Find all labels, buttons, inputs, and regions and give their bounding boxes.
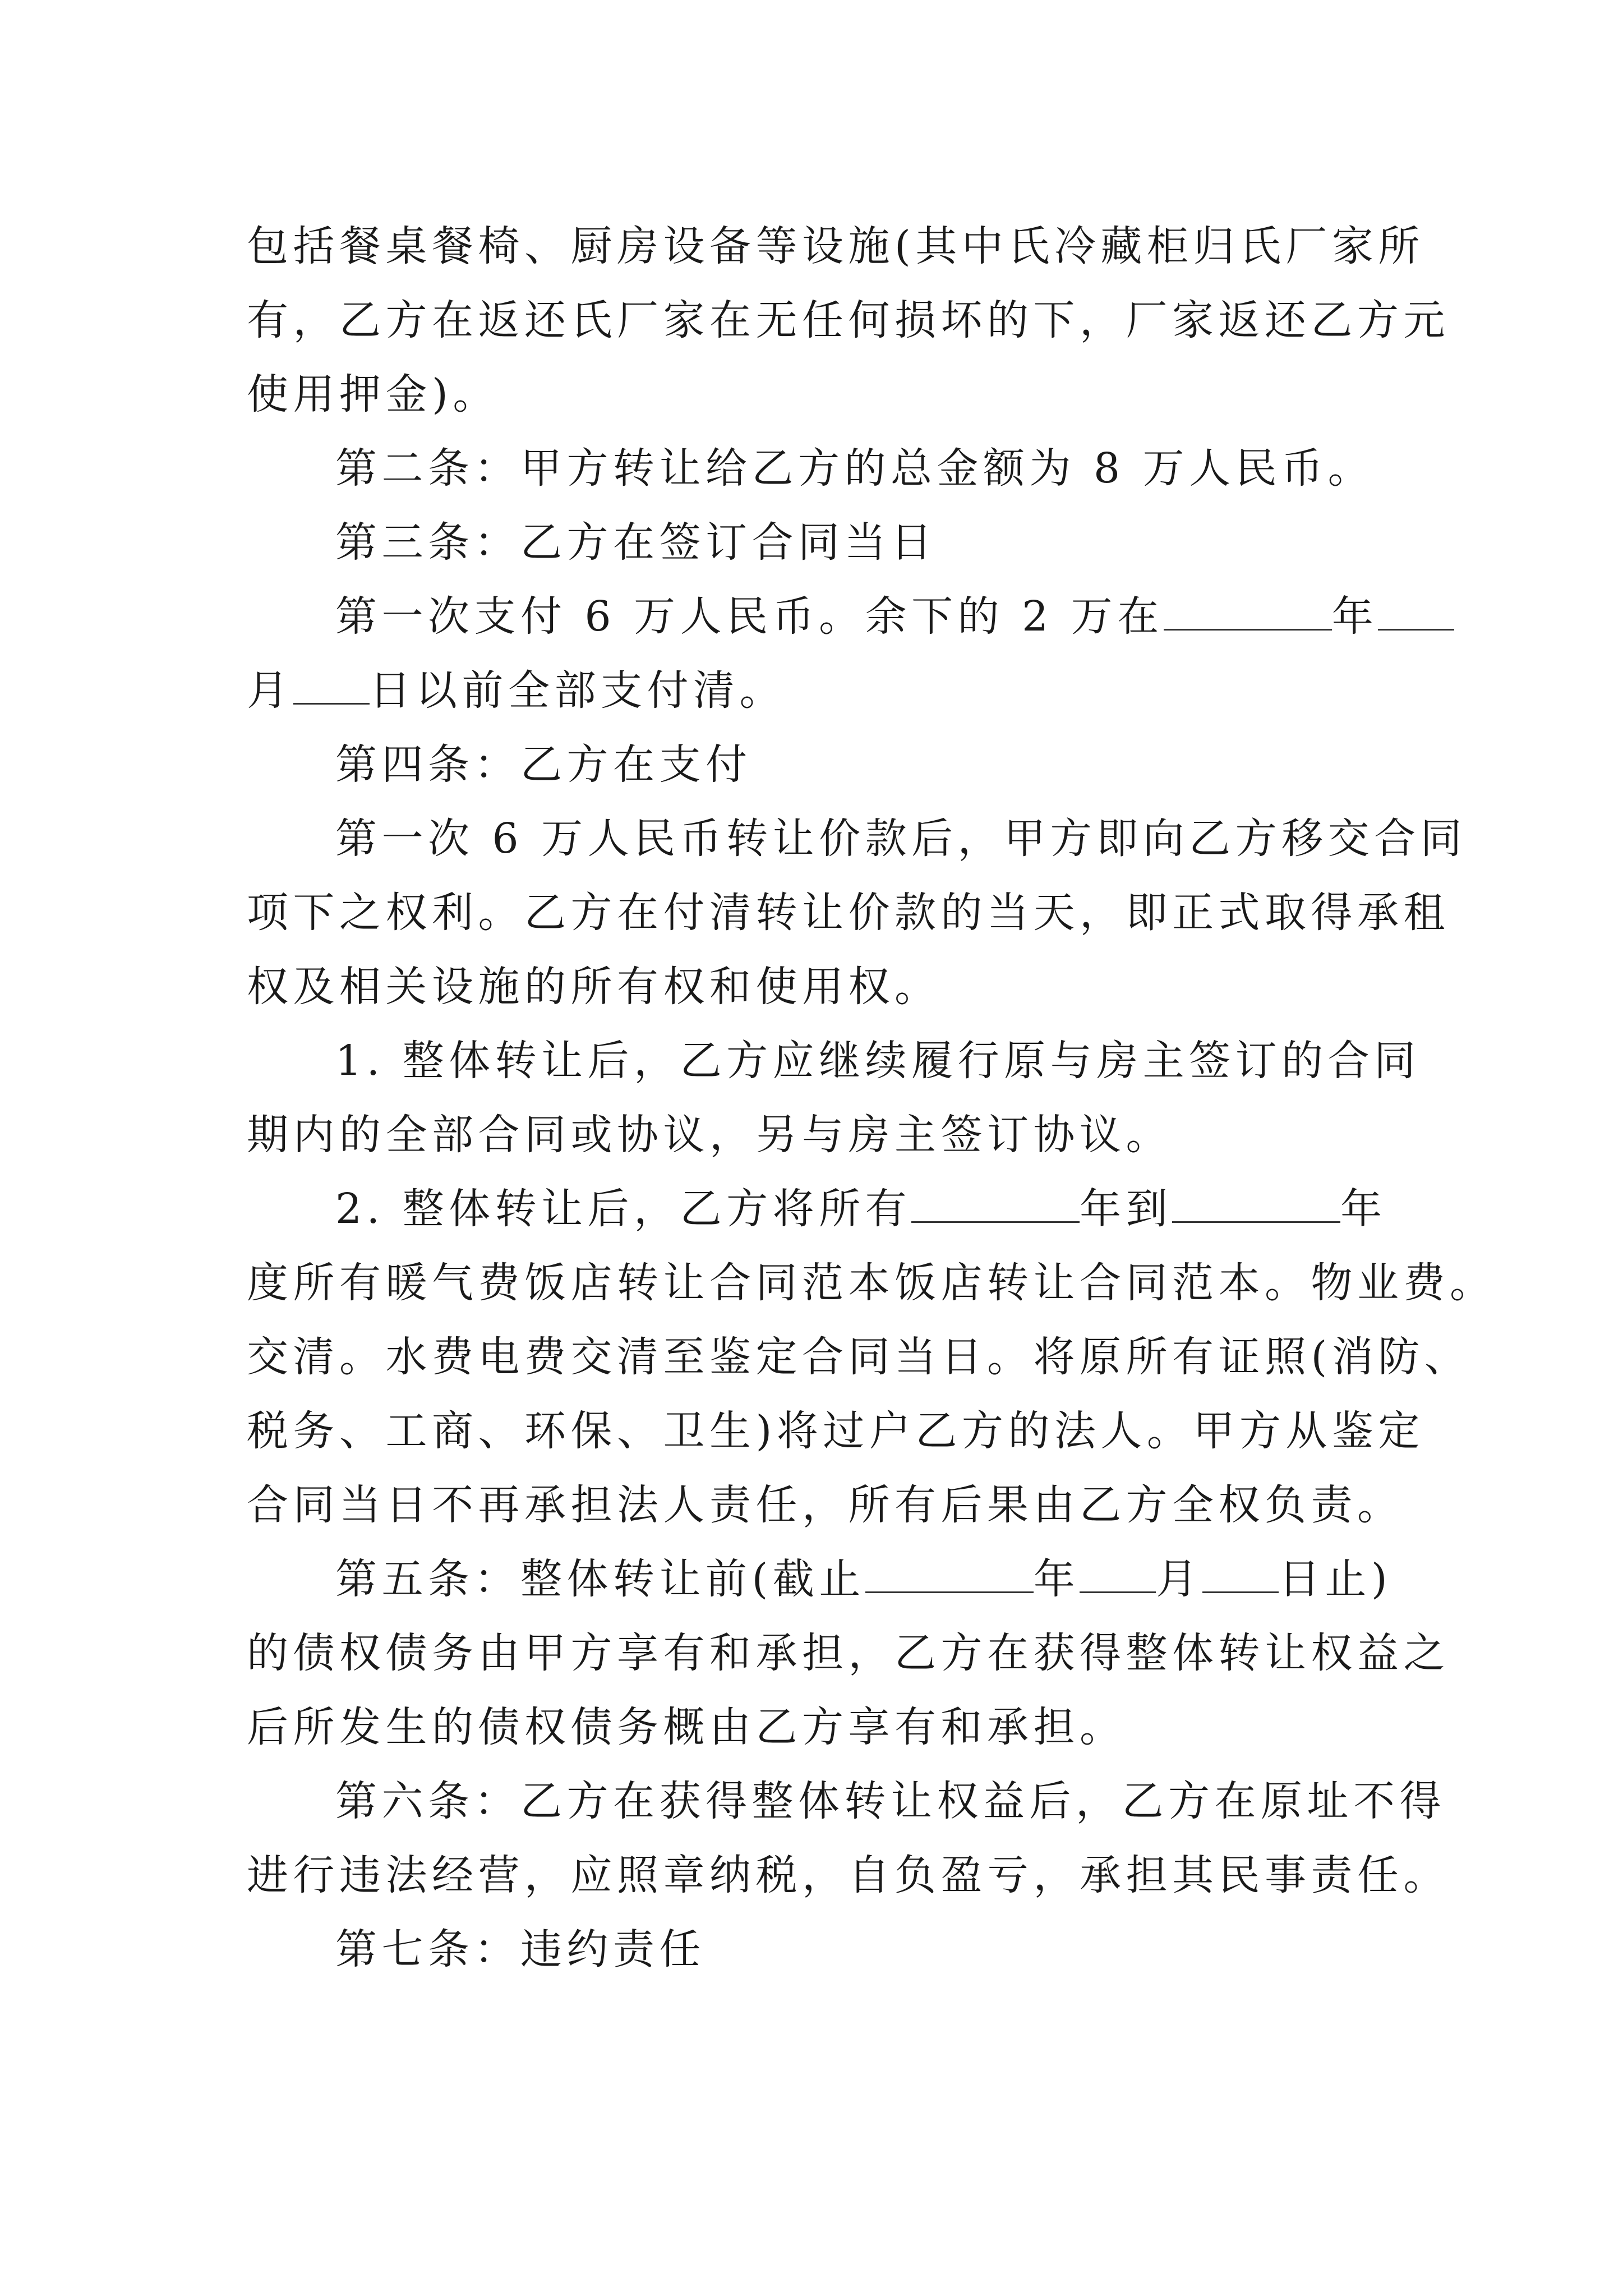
text-segment: 年: [1331, 592, 1378, 641]
clause-4: 第四条：乙方在支付: [335, 740, 752, 789]
clause-5: [335, 1555, 1393, 1603]
payment-line: [335, 592, 1454, 641]
text-line: 交清。水费电费交清至鉴定合同当日。将原所有证照(消防、: [247, 1333, 1471, 1381]
text-line: 包括餐桌餐椅、厨房设备等设施(其中氏冷藏柜归氏厂家所: [247, 222, 1424, 270]
text-segment: 月: [1156, 1555, 1202, 1603]
clause-6: 第六条：乙方在获得整体转让权益后，乙方在原址不得: [335, 1777, 1446, 1825]
year-blank: [1172, 1189, 1340, 1223]
item-2: [335, 1185, 1387, 1233]
text-segment: 日止): [1278, 1555, 1393, 1603]
text-line: 后所发生的债权债务概由乙方享有和承担。: [247, 1703, 1126, 1751]
text-line: 第一次 6 万人民币转让价款后，甲方即向乙方移交合同: [335, 815, 1467, 863]
text-line: 期内的全部合同或协议，另与房主签订协议。: [247, 1111, 1172, 1159]
text-segment: 第五条：整体转让前(截止: [335, 1555, 865, 1603]
month-blank: [1378, 596, 1454, 631]
year-blank: [1164, 596, 1332, 631]
clause-7: 第七条：违约责任: [335, 1925, 706, 1973]
text-segment: 年: [1340, 1185, 1387, 1233]
text-line: 项下之权利。乙方在付清转让价款的当天，即正式取得承租: [247, 889, 1450, 937]
text-line: 度所有暖气费饭店转让合同范本饭店转让合同范本。物业费。: [247, 1259, 1496, 1307]
payment-line-2: [247, 666, 786, 715]
year-blank: [911, 1189, 1080, 1223]
text-line: 进行违法经营，应照章纳税，自负盈亏，承担其民事责任。: [247, 1851, 1450, 1899]
month-blank: [1080, 1559, 1156, 1593]
item-1: 1. 整体转让后，乙方应继续履行原与房主签订的合同: [335, 1037, 1421, 1085]
text-segment: 第一次支付 6 万人民币。余下的 2 万在: [335, 592, 1164, 641]
text-line: 有，乙方在返还氏厂家在无任何损坏的下，厂家返还乙方元: [247, 296, 1450, 344]
year-blank: [865, 1559, 1034, 1593]
text-line: 使用押金)。: [247, 370, 499, 418]
text-segment: 年到: [1080, 1185, 1173, 1233]
text-line: 税务、工商、环保、卫生)将过户乙方的法人。甲方从鉴定: [247, 1407, 1424, 1455]
text-segment: 2. 整体转让后，乙方将所有: [335, 1185, 912, 1233]
text-segment: 年: [1033, 1555, 1080, 1603]
clause-2: 第二条：甲方转让给乙方的总金额为 8 万人民币。: [335, 444, 1375, 493]
day-blank: [293, 670, 370, 705]
text-line: 合同当日不再承担法人责任，所有后果由乙方全权负责。: [247, 1481, 1404, 1529]
text-segment: 日以前全部支付清。: [369, 666, 786, 715]
day-blank: [1202, 1559, 1279, 1593]
clause-3: 第三条：乙方在签订合同当日: [335, 518, 937, 567]
text-line: 的债权债务由甲方享有和承担，乙方在获得整体转让权益之: [247, 1629, 1450, 1677]
text-segment: 月: [247, 666, 293, 715]
text-line: 权及相关设施的所有权和使用权。: [247, 963, 941, 1011]
